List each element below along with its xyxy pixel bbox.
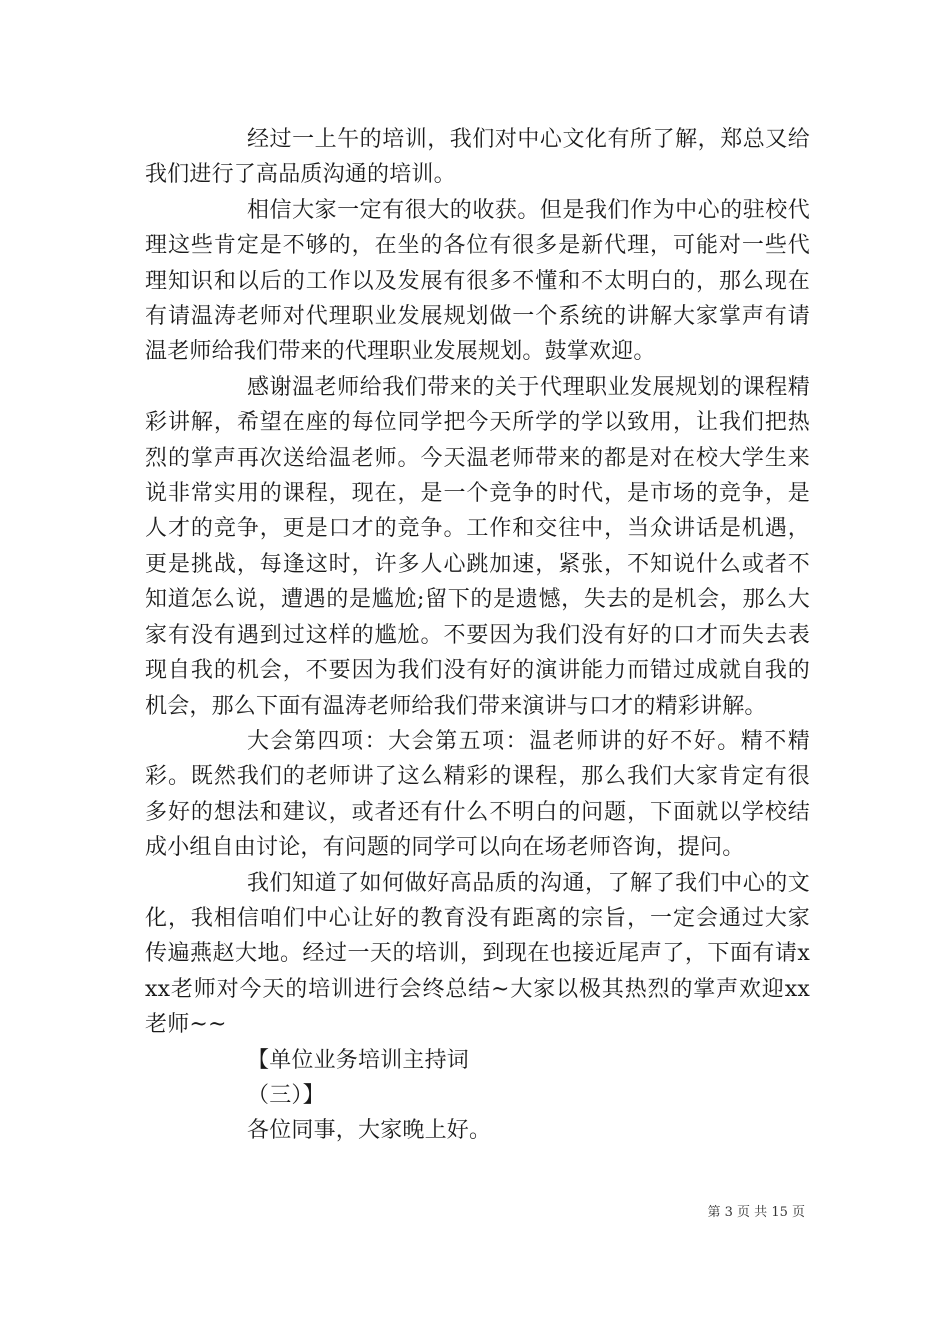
section-heading-line-2: （三）】 xyxy=(247,1082,325,1108)
page-number: 第 3 页 共 15 页 xyxy=(707,1205,805,1220)
document-body xyxy=(145,122,810,1149)
closing-greeting: 各位同事，大家晚上好。 xyxy=(247,1118,492,1144)
paragraph-2: 相信大家一定有很大的收获。但是我们作为中心的驻校代理这些肯定是不够的，在坐的各位有很多是新代理，可能对一些代理知识和以后的工作以及发展有很多不懂和不太明白的，那么现在有请温涛老师对代理职业发展规划做一个系统的讲解大家掌声有请温老师给我们带来的代理职业发展规划。鼓掌欢迎。 xyxy=(145,197,810,365)
section-heading-line-1: 【单位业务培训主持词 xyxy=(247,1047,470,1073)
paragraph-1: 经过一上午的培训，我们对中心文化有所了解，郑总又给我们进行了高品质沟通的培训。 xyxy=(145,127,810,188)
paragraph-5: 我们知道了如何做好高品质的沟通，了解了我们中心的文化，我相信咱们中心让好的教育没有距离的宗旨，一定会通过大家传遍燕赵大地。经过一天的培训，到现在也接近尾声了，下面有请xxx老师对今天的培训进行会终总结~大家以极其热烈的掌声欢迎xx老师~~ xyxy=(145,870,810,1038)
paragraph-4: 大会第四项：大会第五项：温老师讲的好不好。精不精彩。既然我们的老师讲了这么精彩的课程，那么我们大家肯定有很多好的想法和建议，或者还有什么不明白的问题，下面就以学校结成小组自由讨论，有问题的同学可以向在场老师咨询，提问。 xyxy=(145,728,810,861)
paragraph-3: 感谢温老师给我们带来的关于代理职业发展规划的课程精彩讲解，希望在座的每位同学把今天所学的学以致用，让我们把热烈的掌声再次送给温老师。今天温老师带来的都是对在校大学生来说非常实用的课程，现在，是一个竞争的时代，是市场的竞争，是人才的竞争，更是口才的竞争。工作和交往中，当众讲话是机遇，更是挑战，每逢这时，许多人心跳加速，紧张，不知说什么或者不知道怎么说，遭遇的是尴尬;留下的是遗憾，失去的是机会，那么大家有没有遇到过这样的尴尬。不要因为我们没有好的口才而失去表现自我的机会，不要因为我们没有好的演讲能力而错过成就自我的机会，那么下面有温涛老师给我们带来演讲与口才的精彩讲解。 xyxy=(145,374,810,719)
